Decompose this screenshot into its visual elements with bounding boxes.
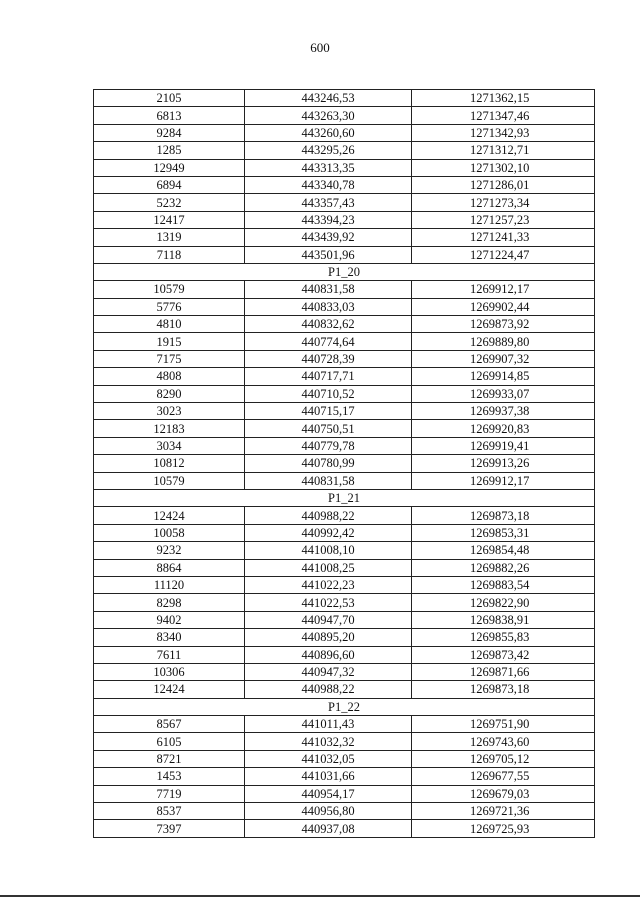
table-row [94, 629, 595, 646]
table-row [94, 646, 595, 663]
x-coordinate-cell: 441008,25 [245, 559, 412, 576]
y-coordinate-cell: 1269838,91 [412, 611, 595, 628]
point-number-cell: 10058 [94, 524, 245, 541]
x-coordinate-cell: 443439,92 [245, 229, 412, 246]
point-number-cell: 8290 [94, 385, 245, 402]
point-number-cell: 7175 [94, 350, 245, 367]
point-number-cell: 10579 [94, 472, 245, 489]
point-number-cell: 6105 [94, 733, 245, 750]
point-number-cell: 3023 [94, 403, 245, 420]
table-row [94, 716, 595, 733]
table-row [94, 333, 595, 350]
table-row [94, 663, 595, 680]
section-header-row [94, 698, 595, 715]
y-coordinate-cell: 1271342,93 [412, 124, 595, 141]
y-coordinate-cell: 1271312,71 [412, 142, 595, 159]
y-coordinate-cell: 1269873,42 [412, 646, 595, 663]
x-coordinate-cell: 441022,53 [245, 594, 412, 611]
point-number-cell: 10812 [94, 455, 245, 472]
x-coordinate-cell: 440774,64 [245, 333, 412, 350]
coordinates-table [93, 89, 595, 838]
y-coordinate-cell: 1269822,90 [412, 594, 595, 611]
table-row [94, 403, 595, 420]
point-number-cell: 1285 [94, 142, 245, 159]
table-row [94, 455, 595, 472]
point-number-cell: 7397 [94, 820, 245, 837]
x-coordinate-cell: 440947,70 [245, 611, 412, 628]
y-coordinate-cell: 1269913,26 [412, 455, 595, 472]
x-coordinate-cell: 441008,10 [245, 542, 412, 559]
point-number-cell: 7118 [94, 246, 245, 263]
x-coordinate-cell: 443246,53 [245, 90, 412, 107]
table-row [94, 437, 595, 454]
y-coordinate-cell: 1269853,31 [412, 524, 595, 541]
table-row [94, 420, 595, 437]
table-row [94, 507, 595, 524]
section-header-row [94, 489, 595, 506]
table-row [94, 281, 595, 298]
point-number-cell: 2105 [94, 90, 245, 107]
table-row [94, 542, 595, 559]
y-coordinate-cell: 1269751,90 [412, 716, 595, 733]
x-coordinate-cell: 441032,05 [245, 750, 412, 767]
table-row [94, 559, 595, 576]
table-row [94, 194, 595, 211]
table-row [94, 229, 595, 246]
y-coordinate-cell: 1269889,80 [412, 333, 595, 350]
point-number-cell: 11120 [94, 576, 245, 593]
table-row [94, 246, 595, 263]
point-number-cell: 8567 [94, 716, 245, 733]
table-row [94, 176, 595, 193]
table-row [94, 733, 595, 750]
point-number-cell: 4808 [94, 368, 245, 385]
point-number-cell: 6894 [94, 176, 245, 193]
table-row [94, 90, 595, 107]
table-row [94, 368, 595, 385]
point-number-cell: 7719 [94, 785, 245, 802]
y-coordinate-cell: 1269679,03 [412, 785, 595, 802]
point-number-cell: 4810 [94, 316, 245, 333]
point-number-cell: 5776 [94, 298, 245, 315]
point-number-cell: 1453 [94, 768, 245, 785]
table-row [94, 107, 595, 124]
x-coordinate-cell: 443263,30 [245, 107, 412, 124]
y-coordinate-cell: 1269855,83 [412, 629, 595, 646]
y-coordinate-cell: 1271257,23 [412, 211, 595, 228]
x-coordinate-cell: 441022,23 [245, 576, 412, 593]
table-row [94, 124, 595, 141]
y-coordinate-cell: 1269882,26 [412, 559, 595, 576]
y-coordinate-cell: 1269937,38 [412, 403, 595, 420]
point-number-cell: 9402 [94, 611, 245, 628]
y-coordinate-cell: 1271347,46 [412, 107, 595, 124]
x-coordinate-cell: 440954,17 [245, 785, 412, 802]
x-coordinate-cell: 440779,78 [245, 437, 412, 454]
x-coordinate-cell: 440947,32 [245, 663, 412, 680]
y-coordinate-cell: 1269902,44 [412, 298, 595, 315]
y-coordinate-cell: 1269705,12 [412, 750, 595, 767]
x-coordinate-cell: 443394,23 [245, 211, 412, 228]
table-row [94, 211, 595, 228]
y-coordinate-cell: 1269914,85 [412, 368, 595, 385]
y-coordinate-cell: 1271273,34 [412, 194, 595, 211]
x-coordinate-cell: 441032,32 [245, 733, 412, 750]
table-row [94, 576, 595, 593]
x-coordinate-cell: 443340,78 [245, 176, 412, 193]
x-coordinate-cell: 440780,99 [245, 455, 412, 472]
table-row [94, 681, 595, 698]
point-number-cell: 1915 [94, 333, 245, 350]
point-number-cell: 6813 [94, 107, 245, 124]
y-coordinate-cell: 1271362,15 [412, 90, 595, 107]
table-row [94, 472, 595, 489]
point-number-cell: 9284 [94, 124, 245, 141]
point-number-cell: 3034 [94, 437, 245, 454]
x-coordinate-cell: 443357,43 [245, 194, 412, 211]
page-number: 600 [310, 40, 330, 55]
table-row [94, 159, 595, 176]
x-coordinate-cell: 440831,58 [245, 281, 412, 298]
table-row [94, 768, 595, 785]
y-coordinate-cell: 1269919,41 [412, 437, 595, 454]
point-number-cell: 8340 [94, 629, 245, 646]
y-coordinate-cell: 1269920,83 [412, 420, 595, 437]
point-number-cell: 12949 [94, 159, 245, 176]
y-coordinate-cell: 1269883,54 [412, 576, 595, 593]
x-coordinate-cell: 440728,39 [245, 350, 412, 367]
y-coordinate-cell: 1269873,18 [412, 681, 595, 698]
table-row [94, 785, 595, 802]
point-number-cell: 12183 [94, 420, 245, 437]
y-coordinate-cell: 1269912,17 [412, 281, 595, 298]
y-coordinate-cell: 1269721,36 [412, 803, 595, 820]
y-coordinate-cell: 1269912,17 [412, 472, 595, 489]
x-coordinate-cell: 440715,17 [245, 403, 412, 420]
table-row [94, 594, 595, 611]
coordinates-table-body [94, 90, 595, 838]
y-coordinate-cell: 1271286,01 [412, 176, 595, 193]
table-row [94, 142, 595, 159]
point-number-cell: 10579 [94, 281, 245, 298]
section-title: P1_20 [94, 263, 595, 280]
table-row [94, 350, 595, 367]
point-number-cell: 8298 [94, 594, 245, 611]
x-coordinate-cell: 443295,26 [245, 142, 412, 159]
y-coordinate-cell: 1269854,48 [412, 542, 595, 559]
x-coordinate-cell: 440937,08 [245, 820, 412, 837]
y-coordinate-cell: 1269873,18 [412, 507, 595, 524]
table-row [94, 750, 595, 767]
x-coordinate-cell: 440831,58 [245, 472, 412, 489]
y-coordinate-cell: 1269873,92 [412, 316, 595, 333]
x-coordinate-cell: 440988,22 [245, 507, 412, 524]
x-coordinate-cell: 440717,71 [245, 368, 412, 385]
section-title: P1_22 [94, 698, 595, 715]
x-coordinate-cell: 440833,03 [245, 298, 412, 315]
point-number-cell: 12417 [94, 211, 245, 228]
point-number-cell: 10306 [94, 663, 245, 680]
x-coordinate-cell: 440895,20 [245, 629, 412, 646]
x-coordinate-cell: 440992,42 [245, 524, 412, 541]
table-row [94, 385, 595, 402]
point-number-cell: 8864 [94, 559, 245, 576]
table-row [94, 524, 595, 541]
y-coordinate-cell: 1269725,93 [412, 820, 595, 837]
point-number-cell: 9232 [94, 542, 245, 559]
x-coordinate-cell: 443501,96 [245, 246, 412, 263]
table-row [94, 316, 595, 333]
y-coordinate-cell: 1271224,47 [412, 246, 595, 263]
point-number-cell: 12424 [94, 507, 245, 524]
x-coordinate-cell: 440896,60 [245, 646, 412, 663]
x-coordinate-cell: 443313,35 [245, 159, 412, 176]
x-coordinate-cell: 441011,43 [245, 716, 412, 733]
y-coordinate-cell: 1271302,10 [412, 159, 595, 176]
x-coordinate-cell: 440956,80 [245, 803, 412, 820]
y-coordinate-cell: 1269907,32 [412, 350, 595, 367]
x-coordinate-cell: 440832,62 [245, 316, 412, 333]
section-header-row [94, 263, 595, 280]
table-row [94, 611, 595, 628]
table-row [94, 298, 595, 315]
section-title: P1_21 [94, 489, 595, 506]
table-row [94, 803, 595, 820]
x-coordinate-cell: 443260,60 [245, 124, 412, 141]
point-number-cell: 8537 [94, 803, 245, 820]
point-number-cell: 7611 [94, 646, 245, 663]
page-bottom-edge [0, 895, 640, 897]
point-number-cell: 1319 [94, 229, 245, 246]
table-row [94, 820, 595, 837]
y-coordinate-cell: 1269743,60 [412, 733, 595, 750]
x-coordinate-cell: 441031,66 [245, 768, 412, 785]
point-number-cell: 5232 [94, 194, 245, 211]
y-coordinate-cell: 1269933,07 [412, 385, 595, 402]
y-coordinate-cell: 1271241,33 [412, 229, 595, 246]
x-coordinate-cell: 440710,52 [245, 385, 412, 402]
y-coordinate-cell: 1269871,66 [412, 663, 595, 680]
y-coordinate-cell: 1269677,55 [412, 768, 595, 785]
point-number-cell: 8721 [94, 750, 245, 767]
point-number-cell: 12424 [94, 681, 245, 698]
x-coordinate-cell: 440988,22 [245, 681, 412, 698]
x-coordinate-cell: 440750,51 [245, 420, 412, 437]
